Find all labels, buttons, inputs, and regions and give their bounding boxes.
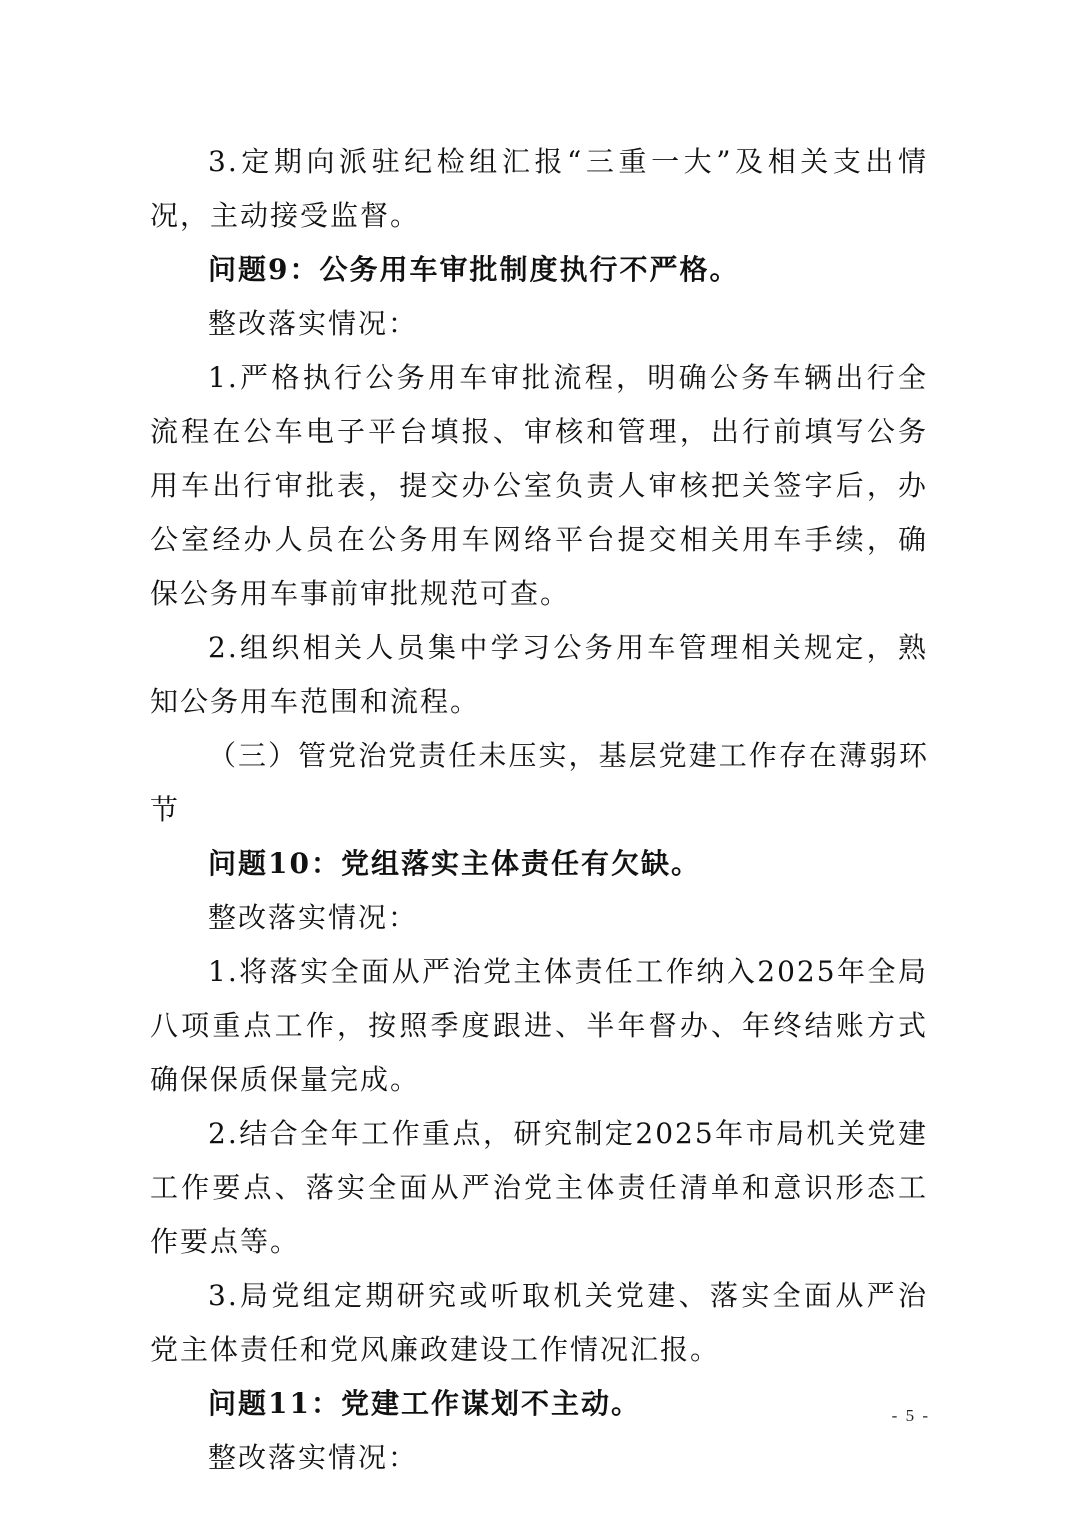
paragraph-item-3-report: 3.定期向派驻纪检组汇报“三重一大”及相关支出情况，主动接受监督。: [150, 145, 928, 232]
paragraph-item-2-vehicle-study: 2.组织相关人员集中学习公务用车管理相关规定，熟知公务用车范围和流程。: [150, 631, 928, 718]
issue-10-heading: 问题10：党组落实主体责任有欠缺。: [208, 847, 701, 880]
rectification-label: 整改落实情况：: [208, 901, 419, 934]
issue-11-heading: 问题11：党建工作谋划不主动。: [208, 1387, 641, 1420]
paragraph-item-1-key-work: 1.将落实全面从严治党主体责任工作纳入2025年全局八项重点工作，按照季度跟进、半年督办、年终结账方式确保保质保量完成。: [150, 955, 928, 1096]
paragraph-item-1-vehicle-approval: 1.严格执行公务用车审批流程，明确公务车辆出行全流程在公车电子平台填报、审核和管理，出行前填写公务用车出行审批表，提交办公室负责人审核把关签字后，办公室经办人员在公务用车网络平台提交相关用车手续，确保公务用车事前审批规范可查。: [150, 361, 928, 610]
section-3-heading: （三）管党治党责任未压实，基层党建工作存在薄弱环节: [150, 739, 928, 826]
rectification-label: 整改落实情况：: [208, 307, 419, 340]
paragraph-item-3-party-group: 3.局党组定期研究或听取机关党建、落实全面从严治党主体责任和党风廉政建设工作情况汇报。: [150, 1279, 928, 1366]
document-body: [150, 135, 928, 1485]
rectification-label: 整改落实情况：: [208, 1441, 419, 1474]
page-number: - 5 -: [891, 1406, 930, 1425]
issue-9-heading: 问题9：公务用车审批制度执行不严格。: [208, 253, 740, 286]
paragraph-item-2-work-points: 2.结合全年工作重点，研究制定2025年市局机关党建工作要点、落实全面从严治党主体责任清单和意识形态工作要点等。: [150, 1117, 928, 1258]
